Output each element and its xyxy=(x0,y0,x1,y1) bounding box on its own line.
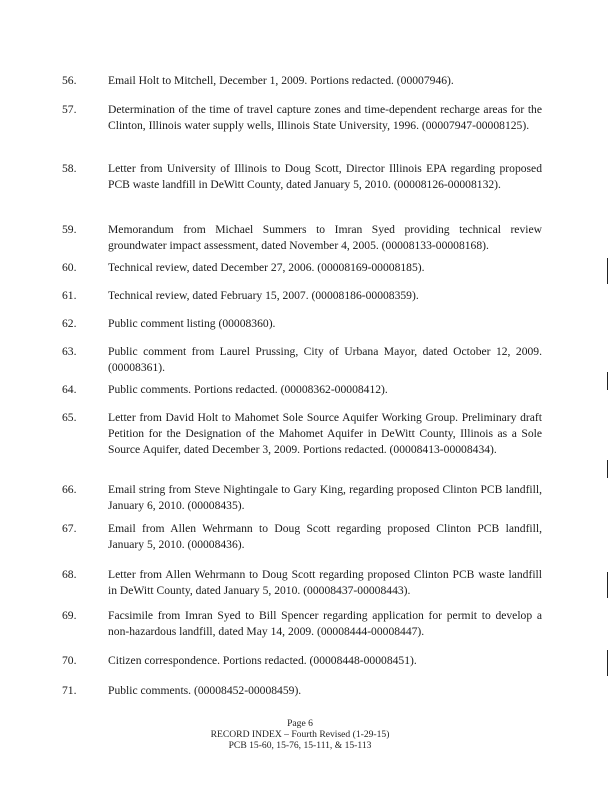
item-description: Letter from Allen Wehrmann to Doug Scott regarding proposed Clinton PCB waste landfill in DeWitt County, dated January 5, 2010. (00008437-00008443). xyxy=(108,568,542,597)
item-description: Letter from University of Illinois to Doug Scott, Director Illinois EPA regarding proposed PCB waste landfill in DeWitt County, dated January 5, 2010. (00008126-00008132). xyxy=(108,162,542,191)
item-number: 58. xyxy=(62,162,77,175)
footer-case-numbers: PCB 15-60, 15-76, 15-111, & 15-113 xyxy=(228,740,372,751)
item-number: 57. xyxy=(62,103,77,116)
item-description: Technical review, dated December 27, 2006. (00008169-00008185). xyxy=(108,261,425,274)
footer-index-title: RECORD INDEX – Fourth Revised (1-29-15) xyxy=(210,729,390,740)
footer-page-number: Page 6 xyxy=(287,718,313,729)
item-description: Public comments. (00008452-00008459). xyxy=(108,684,302,697)
item-number: 56. xyxy=(62,74,77,87)
item-number: 70. xyxy=(62,654,77,667)
item-number: 65. xyxy=(62,411,77,424)
item-number: 67. xyxy=(62,522,77,535)
item-number: 66. xyxy=(62,483,77,496)
item-number: 68. xyxy=(62,568,77,581)
item-description: Citizen correspondence. Portions redacted. (00008448-00008451). xyxy=(108,654,417,667)
item-number: 63. xyxy=(62,345,77,358)
item-description: Email Holt to Mitchell, December 1, 2009. Portions redacted. (00007946). xyxy=(108,74,454,87)
item-description: Determination of the time of travel capture zones and time-dependent recharge areas for the Clinton, Illinois water supply wells, Illinois State University, 1996. (00007947-00008125). xyxy=(108,103,542,132)
item-number: 59. xyxy=(62,223,77,236)
item-description: Letter from David Holt to Mahomet Sole Source Aquifer Working Group. Preliminary draft Petition for the Designation of the Mahomet Aquifer in DeWitt County, Illinois as a Sole Source Aquifer, dated December 3, 2009. Portions redacted. (00008413-00008434). xyxy=(108,411,542,456)
item-description: Email string from Steve Nightingale to Gary King, regarding proposed Clinton PCB landfill, January 6, 2010. (00008435). xyxy=(108,483,542,512)
scan-margin-mark xyxy=(607,258,608,284)
page-footer xyxy=(150,718,450,751)
item-description: Public comments. Portions redacted. (00008362-00008412). xyxy=(108,383,388,396)
scan-margin-mark xyxy=(607,572,608,598)
item-description: Public comment listing (00008360). xyxy=(108,317,276,330)
scan-margin-mark xyxy=(607,650,608,676)
item-number: 62. xyxy=(62,317,77,330)
item-number: 61. xyxy=(62,289,77,302)
item-description: Facsimile from Imran Syed to Bill Spencer regarding application for permit to develop a non-hazardous landfill, dated May 14, 2009. (00008444-00008447). xyxy=(108,609,542,638)
item-description: Technical review, dated February 15, 2007. (00008186-00008359). xyxy=(108,289,419,302)
item-number: 71. xyxy=(62,684,77,697)
item-description: Public comment from Laurel Prussing, City of Urbana Mayor, dated October 12, 2009. (00008361). xyxy=(108,345,542,374)
item-number: 69. xyxy=(62,609,77,622)
item-number: 60. xyxy=(62,261,77,274)
item-description: Email from Allen Wehrmann to Doug Scott regarding proposed Clinton PCB landfill, January 5, 2010. (00008436). xyxy=(108,522,542,551)
scan-margin-mark xyxy=(607,460,608,478)
item-description: Memorandum from Michael Summers to Imran Syed providing technical review groundwater impact assessment, dated November 4, 2005. (00008133-00008168). xyxy=(108,223,542,252)
scan-margin-mark xyxy=(607,372,608,390)
item-number: 64. xyxy=(62,383,77,396)
